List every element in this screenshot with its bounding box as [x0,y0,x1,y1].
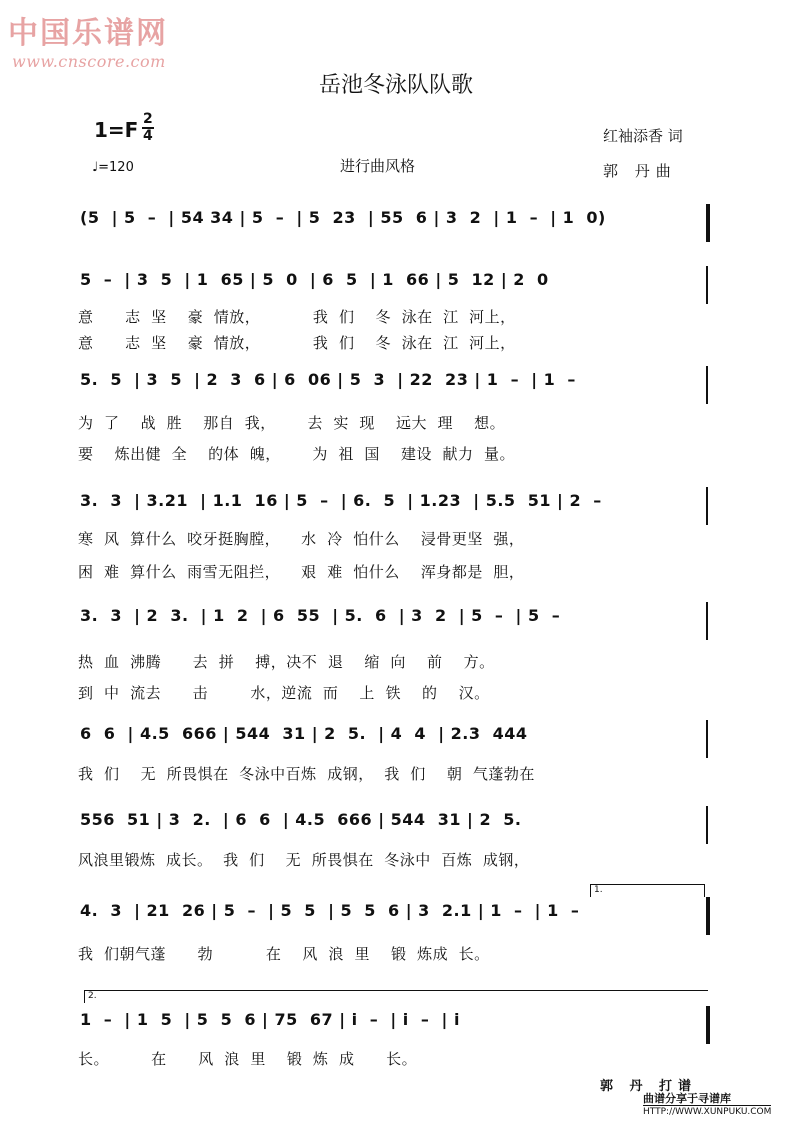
lyric-line: 意 志 坚 豪 情放， 我 们 冬 泳在 江 河上， [78,334,516,352]
notes-line-3: 5. 5 | 3 5 | 2 3 6 | 6 06 | 5 3 | 22 23 | 1 – | 1 – [80,370,576,389]
lyric-line: 长。 在 风 浪 里 锻 炼 成 长。 [78,1050,418,1068]
staff-line-9 [80,1002,710,1048]
lyric-line: 风浪里锻炼 成长。 我 们 无 所畏惧在 冬泳中 百炼 成钢， [78,851,530,869]
first-ending-bracket: 1. [590,884,705,897]
barline [706,806,708,844]
key-signature: 1=F [94,118,139,142]
notes-line-5: 3. 3 | 2 3. | 1 2 | 6 55 | 5. 6 | 3 2 | 5 – | 5 – [80,606,561,625]
notes-line-8: 4. 3 | 21 26 | 5 – | 5 5 | 5 5 6 | 3 2.1 | 1 – | 1 – [80,901,580,920]
footer-watermark [643,1092,771,1119]
notes-line-9: 1 – | 1 5 | 5 5 6 | 75 67 | i – | i – | i [80,1010,460,1029]
lyric-line: 为 了 战 胜 那自 我， 去 实 现 远大 理 想。 [78,414,506,432]
composer-credit: 郭 丹曲 [603,162,677,180]
staff-line-8 [80,893,710,939]
staff-line-6 [80,716,710,762]
notes-line-2: 5 – | 3 5 | 1 65 | 5 0 | 6 5 | 1 66 | 5 12 | 2 0 [80,270,549,289]
barline [706,366,708,404]
second-ending-bracket: 2. [84,990,708,1003]
staff-line-1 [80,200,710,246]
style-note: 进行曲风格 [340,157,416,175]
lyric-line: 要 炼出健 全 的体 魄， 为 祖 国 建设 献力 量。 [78,445,516,463]
barline [706,602,708,640]
time-signature-bottom: 4 [143,128,153,144]
time-signature-top: 2 [143,111,153,127]
footer-text: 曲谱分享于寻谱库 [643,1092,731,1105]
lyric-line: 到 中 流去 击 水，逆流 而 上 铁 的 汉。 [78,684,490,702]
lyric-line: 我 们朝气蓬 勃 在 风 浪 里 锻 炼成 长。 [78,945,490,963]
tempo-marking: ♩=120 [92,160,134,175]
lyric-line: 热 血 沸腾 去 拼 搏，决不 退 缩 向 前 方。 [78,653,495,671]
lyric-line: 意 志 坚 豪 情放， 我 们 冬 泳在 江 河上， [78,308,516,326]
notes-line-6: 6 6 | 4.5 666 | 544 31 | 2 5. | 4 4 | 2.3 444 [80,724,528,743]
lyric-line: 寒 风 算什么 咬牙挺胸膛， 水 冷 怕什么 浸骨更坚 强， [78,530,525,548]
barline [706,266,708,304]
final-barline [706,1006,710,1044]
notes-line-4: 3. 3 | 3.21 | 1.1 16 | 5 – | 6. 5 | 1.23 | 5.5 51 | 2 – [80,491,602,510]
time-signature [142,112,154,144]
staff-line-2 [80,262,710,308]
watermark-logo: 中国乐谱网 [8,16,168,51]
repeat-barline [706,897,710,935]
notes-line-7: 556 51 | 3 2. | 6 6 | 4.5 666 | 544 31 | 2 5. [80,810,522,829]
score-title: 岳池冬泳队队歌 [318,73,473,98]
barline [706,204,710,242]
staff-line-7 [80,802,710,848]
barline [706,720,708,758]
notes-line-1: (5 | 5 – | 54 34 | 5 – | 5 23 | 55 6 | 3 2 | 1 – | 1 0) [80,208,606,227]
lyricist-credit: 红袖添香 词 [603,127,683,145]
staff-line-3 [80,362,710,408]
arranger-credit: 郭 丹 打谱 [600,1079,698,1094]
staff-line-5 [80,598,710,644]
footer-url: HTTP://WWW.XUNPUKU.COM [643,1107,772,1117]
watermark-url: www.cnscore.com [12,52,166,71]
staff-line-4 [80,483,710,529]
barline [706,487,708,525]
lyric-line: 困 难 算什么 雨雪无阻拦， 艰 难 怕什么 浑身都是 胆， [78,563,525,581]
lyric-line: 我 们 无 所畏惧在 冬泳中百炼 成钢， 我 们 朝 气蓬勃在 [78,765,535,783]
